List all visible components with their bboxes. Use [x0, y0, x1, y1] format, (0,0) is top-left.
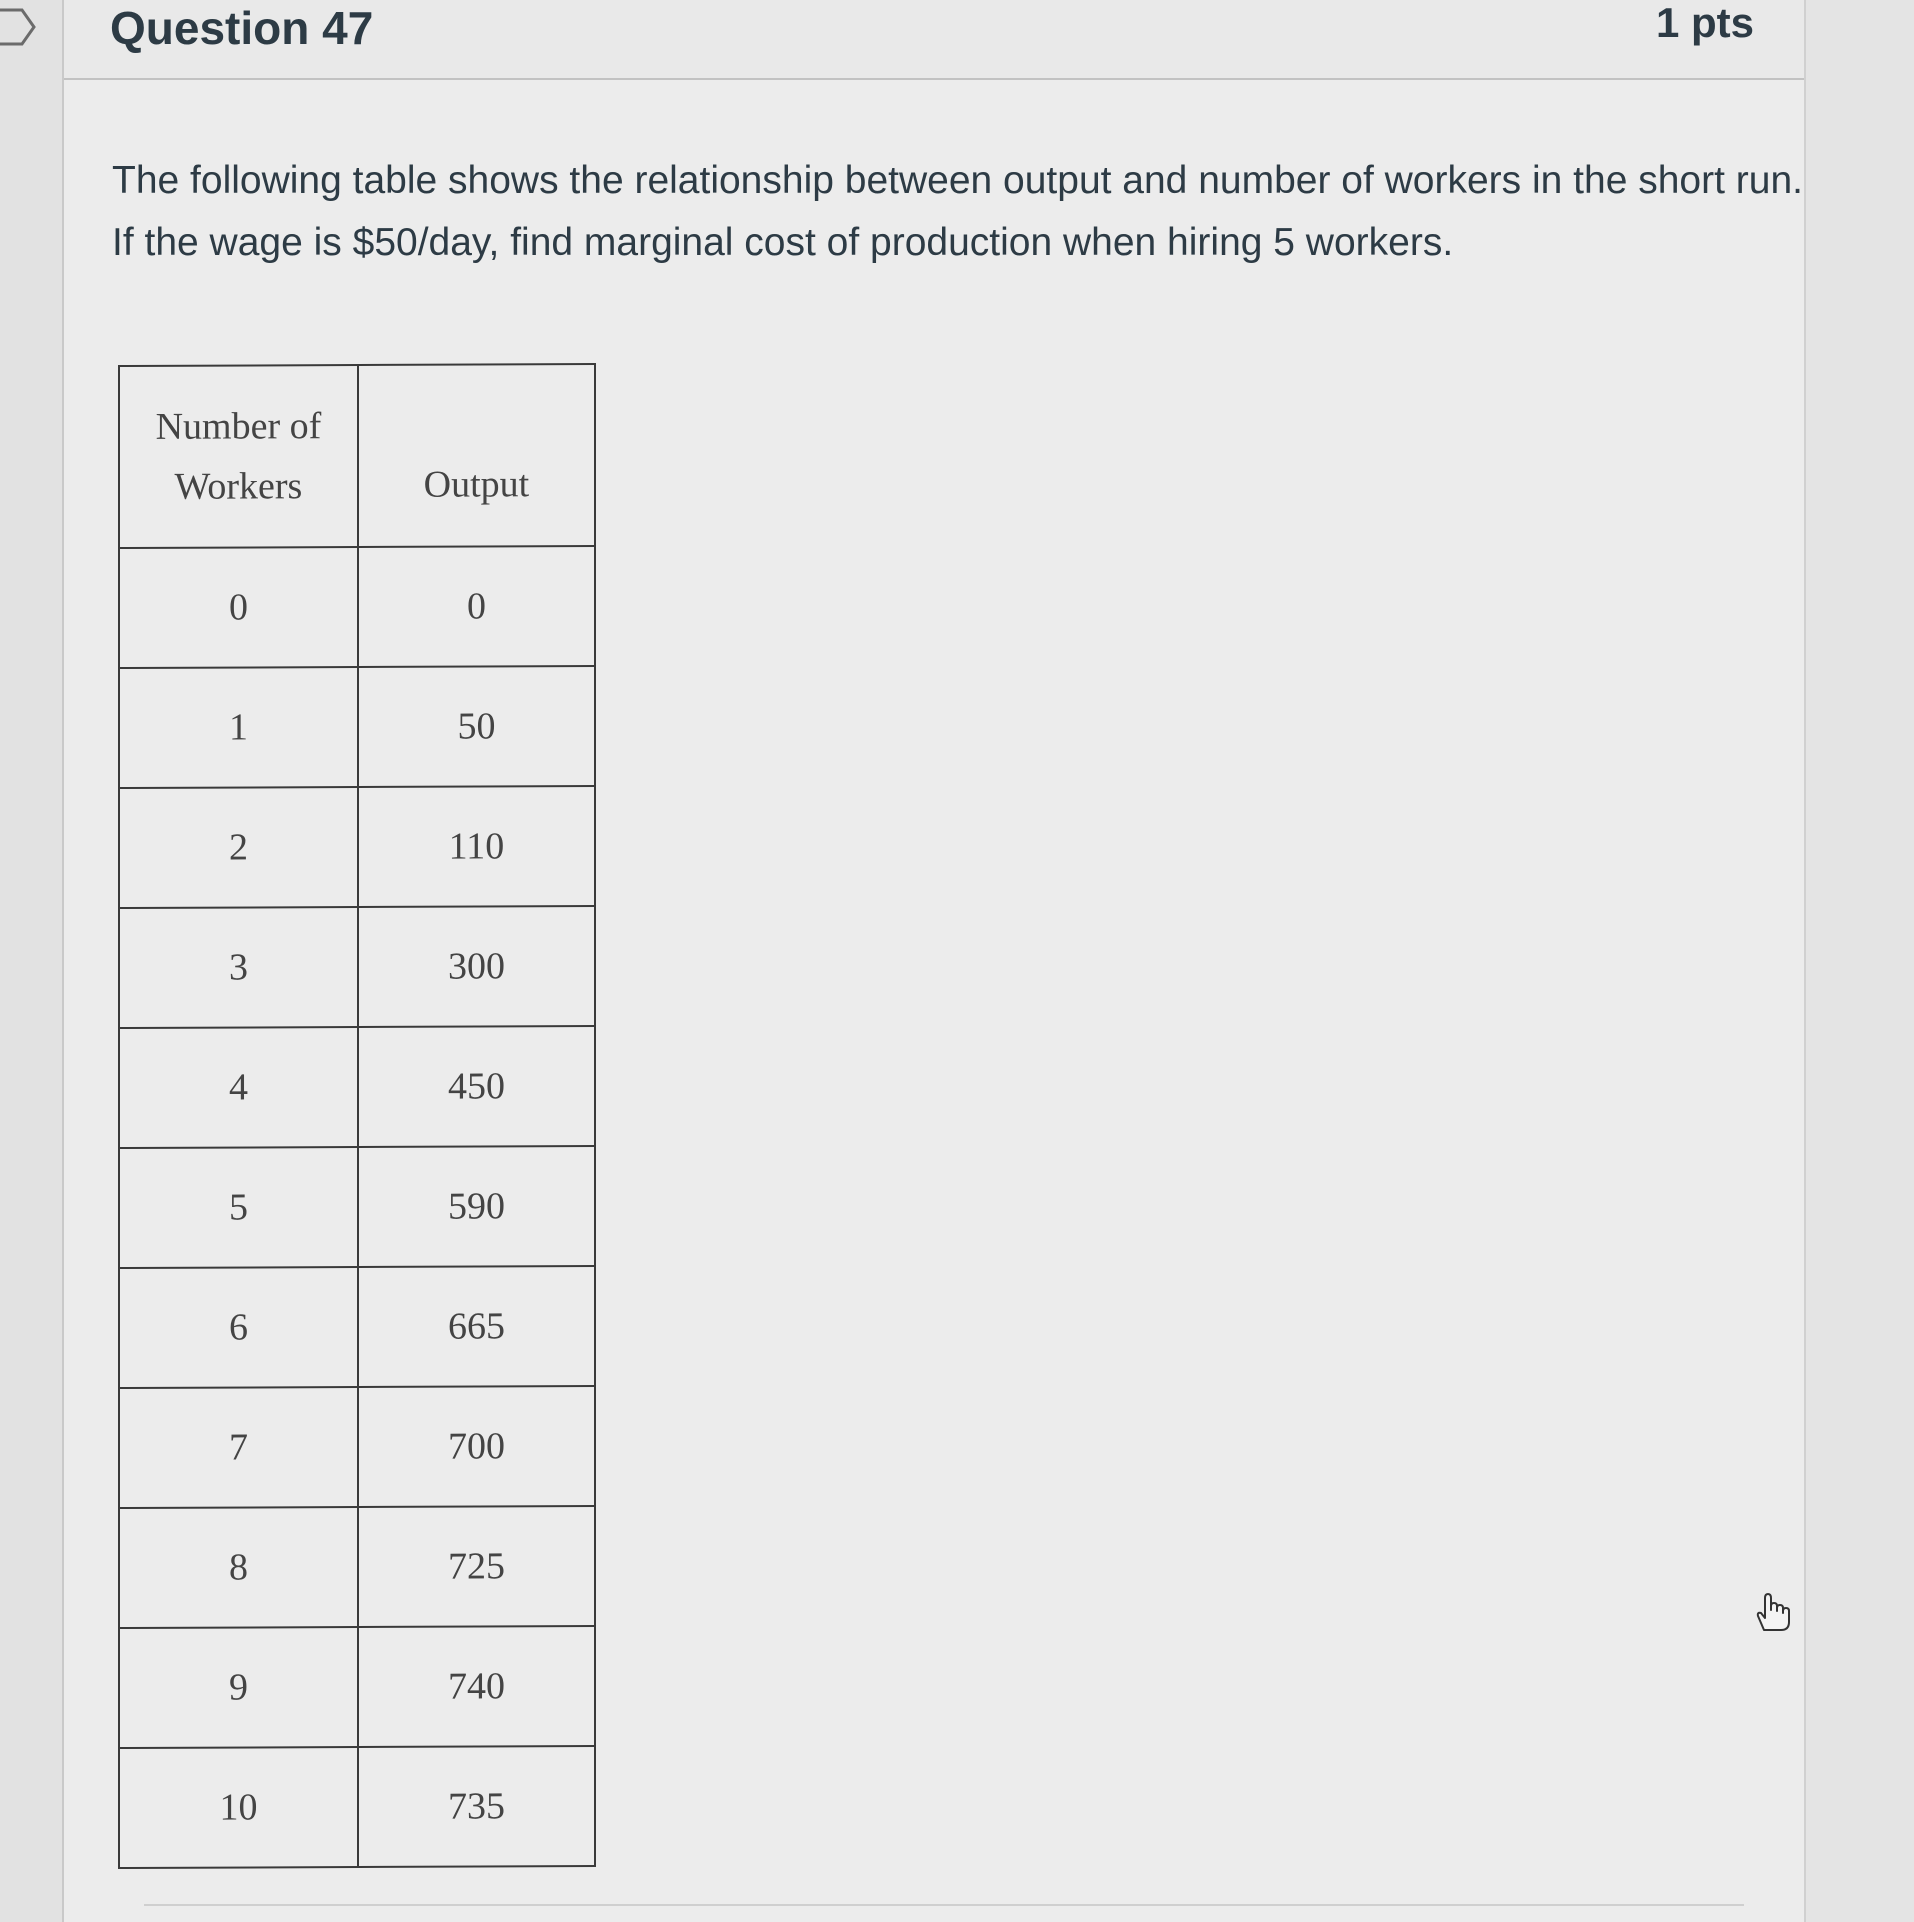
cell-workers: 1 [119, 667, 358, 788]
question-points: 1 pts [1655, 0, 1754, 46]
cell-output: 110 [358, 786, 595, 907]
cell-workers: 3 [119, 907, 358, 1028]
left-gutter [0, 0, 62, 1922]
cell-output: 590 [358, 1146, 595, 1267]
table-row [119, 1506, 595, 1628]
cell-output: 735 [358, 1746, 595, 1867]
cell-output: 0 [358, 546, 595, 667]
table-row [119, 1266, 595, 1388]
table-row [119, 786, 595, 908]
table-row [119, 1026, 595, 1148]
question-title: Question 47 [110, 2, 374, 54]
header-output: Output [358, 364, 595, 547]
cell-output: 300 [358, 906, 595, 1027]
table-row [119, 666, 595, 788]
cell-workers: 0 [119, 547, 358, 668]
divider [144, 1904, 1744, 1906]
cell-workers: 7 [119, 1387, 358, 1508]
table-row [119, 1146, 595, 1268]
cell-workers: 2 [119, 787, 358, 908]
cell-output: 740 [358, 1626, 595, 1747]
table-header-row [119, 364, 595, 548]
flag-question-icon[interactable] [0, 6, 38, 48]
table-row [119, 546, 595, 668]
table-row [119, 1386, 595, 1508]
cell-output: 665 [358, 1266, 595, 1387]
cell-workers: 9 [119, 1627, 358, 1748]
table-row [119, 1626, 595, 1748]
cell-workers: 4 [119, 1027, 358, 1148]
header-number-of-workers: Number of Workers [119, 365, 358, 548]
cell-workers: 6 [119, 1267, 358, 1388]
question-text [112, 150, 1812, 274]
workers-output-table [118, 363, 596, 1869]
cell-output: 700 [358, 1386, 595, 1507]
cell-output: 725 [358, 1506, 595, 1627]
table-row [119, 1746, 595, 1868]
question-header [64, 0, 1804, 80]
question-prompt: The following table shows the relationship between output and number of workers in the short run. If the wage is $50/day, find marginal cost of production when hiring 5 workers. [112, 159, 1803, 264]
cell-workers: 10 [119, 1747, 358, 1868]
cell-workers: 8 [119, 1507, 358, 1628]
cell-workers: 5 [119, 1147, 358, 1268]
hand-pointer-icon [1750, 1590, 1794, 1634]
table-row [119, 906, 595, 1028]
cell-output: 50 [358, 666, 595, 787]
cell-output: 450 [358, 1026, 595, 1147]
